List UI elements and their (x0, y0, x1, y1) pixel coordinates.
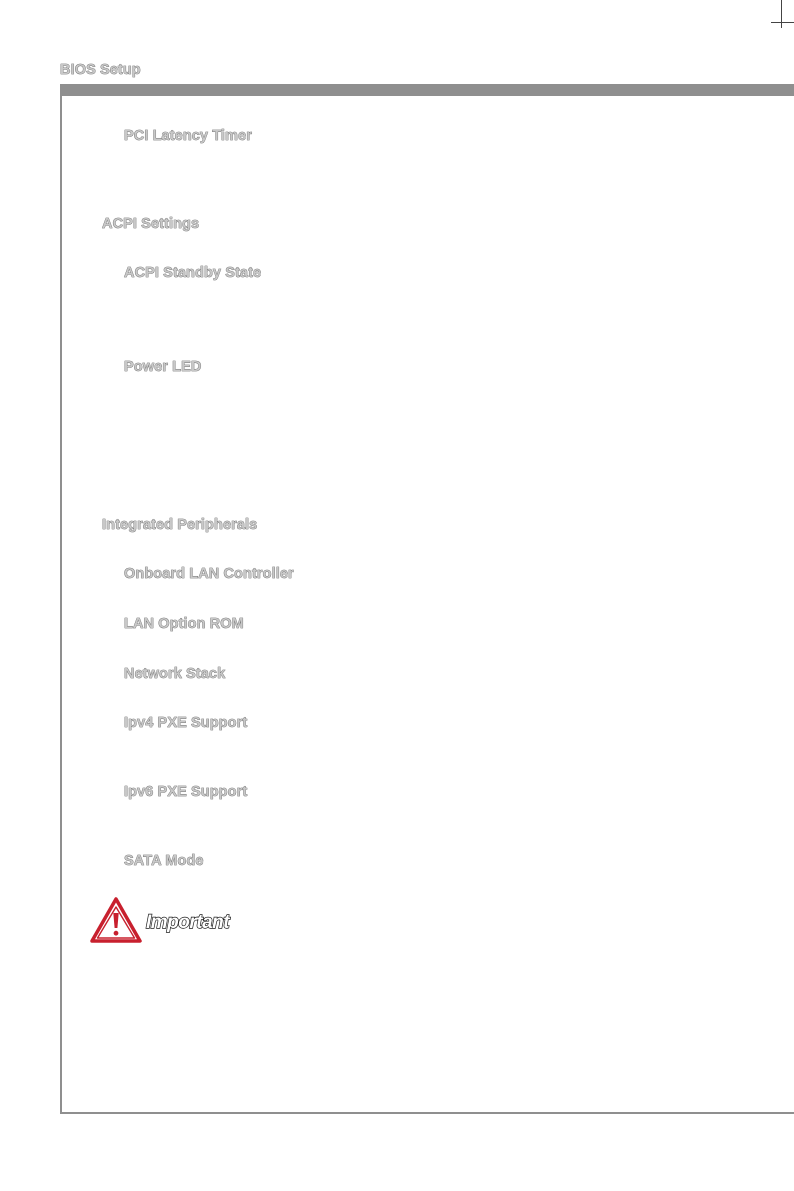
page-frame (60, 84, 794, 1114)
item-power-led: Power LED (124, 359, 202, 375)
item-ipv6-pxe-support: Ipv6 PXE Support (124, 784, 248, 800)
crop-mark-horizontal (771, 22, 794, 23)
item-acpi-standby-state: ACPI Standby State (124, 265, 262, 281)
item-sata-mode: SATA Mode (124, 853, 204, 869)
important-label: Important (146, 912, 230, 933)
header-bar (60, 84, 794, 96)
crop-mark-vertical (781, 0, 782, 28)
warning-triangle-icon (90, 896, 142, 944)
section-acpi-settings: ACPI Settings (102, 216, 200, 232)
page-header-title: BIOS Setup (60, 62, 141, 78)
item-onboard-lan-controller: Onboard LAN Controller (124, 566, 294, 582)
item-network-stack: Network Stack (124, 666, 226, 682)
item-pci-latency-timer: PCI Latency Timer (124, 128, 252, 144)
item-ipv4-pxe-support: Ipv4 PXE Support (124, 715, 248, 731)
item-lan-option-rom: LAN Option ROM (124, 616, 244, 632)
section-integrated-peripherals: Integrated Peripherals (102, 517, 258, 533)
